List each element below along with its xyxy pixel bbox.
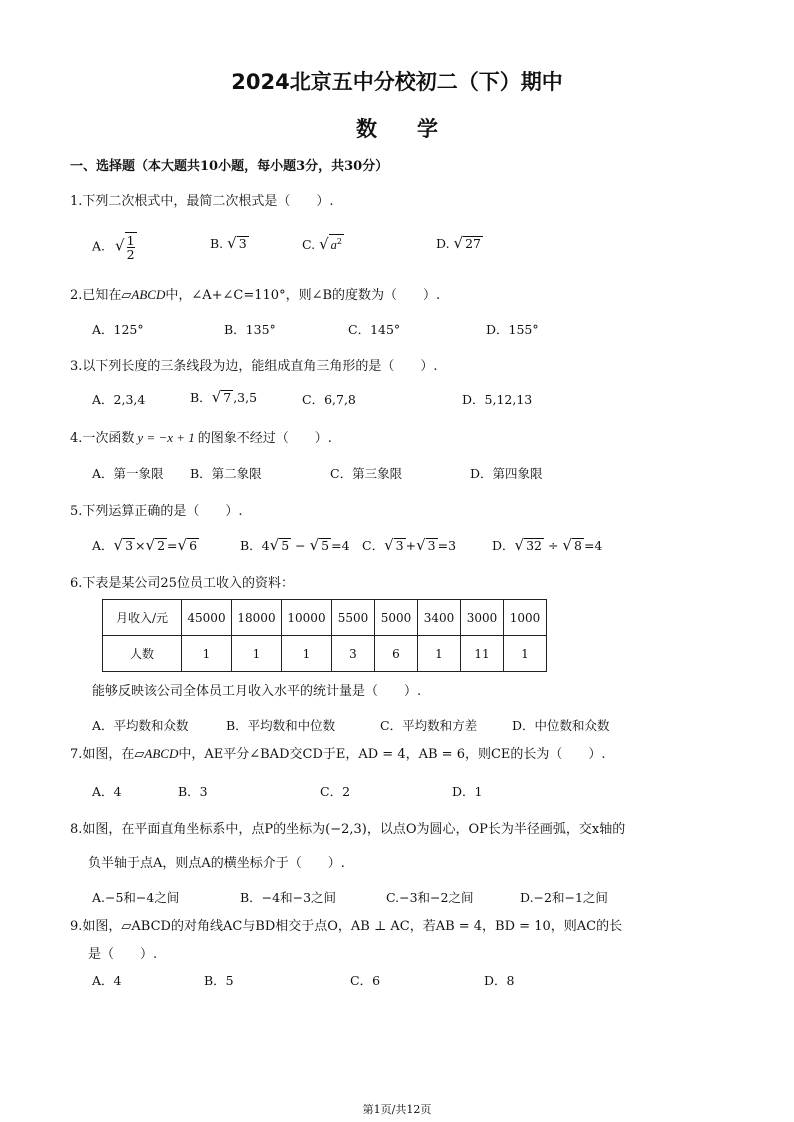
q5-b-label: B．4 [240, 538, 270, 553]
question-8-stem-line2: 负半轴于点A，则点A的横坐标介于（ ）. [88, 856, 345, 871]
q7-option-b: B．3 [178, 784, 208, 799]
q6-option-a: A．平均数和众数 [92, 718, 189, 733]
table-row [103, 600, 547, 636]
income-table [102, 599, 547, 672]
table-cell: 5000 [375, 600, 418, 636]
section-heading: 一、选择题（本大题共10小题，每小题3分，共30分） [70, 159, 389, 174]
table-cell: 3000 [461, 600, 504, 636]
q3-option-b-label: B． [190, 390, 212, 405]
q2-stem-rest: 中，∠A+∠C=110°，则∠B的度数为（ ）. [165, 288, 441, 303]
q3-option-b: B．√ 7 ,3,5 [190, 388, 258, 406]
q7-option-a: A．4 [92, 784, 122, 799]
table-cell: 10000 [282, 600, 332, 636]
q4-function: y = −x + 1 [137, 430, 195, 445]
q1-c-exponent: 2 [336, 237, 342, 246]
q5-b-op: − [291, 538, 310, 553]
q9-option-c: C．6 [350, 973, 381, 988]
q9-option-a: A．4 [92, 973, 122, 988]
q7-option-d: D．1 [452, 784, 483, 799]
q2-figure-name: ▱ABCD [121, 287, 166, 302]
q1-a-numerator: 1 [126, 233, 135, 248]
q1-b-radicand: 3 [238, 236, 247, 251]
question-2-stem [70, 284, 440, 303]
q5-c-r2: 3 [427, 538, 436, 553]
q5-d-eq: =4 [583, 538, 603, 553]
question-8-stem-line1: 8.如图，在平面直角坐标系中，点P的坐标为(−2,3)，以点O为圆心，OP长为半径画弧，交x轴的 [70, 822, 626, 837]
q5-b-r1: 5 [281, 538, 290, 553]
table-cell: 6 [375, 636, 418, 672]
q7-stem-pre: 7.如图，在 [70, 747, 135, 762]
table-header-cell: 人数 [103, 636, 182, 672]
q1-option-d-label: D. [436, 236, 450, 251]
q2-option-d: D．155° [486, 322, 539, 337]
table-cell: 1 [232, 636, 282, 672]
q6-option-b: B．平均数和中位数 [226, 718, 336, 733]
q5-option-b: B．4√ 5 − √ 5 =4 [240, 536, 350, 554]
q8-option-b: B．−4和−3之间 [240, 890, 337, 905]
q3-option-d: D．5,12,13 [462, 392, 533, 407]
q3-b-radicand: 7 [223, 390, 232, 405]
q9-option-d: D．8 [484, 973, 515, 988]
q5-a-r3: 6 [189, 538, 198, 553]
q5-option-d: D．√ 32 ÷ √ 8 =4 [492, 536, 603, 554]
question-6-stem: 6.下表是某公司25位员工收入的资料： [70, 576, 294, 591]
question-3-stem: 3.以下列长度的三条线段为边，能组成直角三角形的是（ ）. [70, 359, 438, 374]
table-cell: 18000 [232, 600, 282, 636]
q5-c-eq: =3 [437, 538, 457, 553]
q6-follow-up: 能够反映该公司全体员工月收入水平的统计量是（ ）. [92, 684, 422, 699]
q3-option-c: C．6,7,8 [302, 392, 356, 407]
q5-a-label: A． [92, 538, 114, 553]
q2-option-a: A．125° [92, 322, 144, 337]
q4-option-b: B．第二象限 [190, 466, 262, 481]
question-1-stem: 1.下列二次根式中，最简二次根式是（ ）. [70, 194, 334, 209]
q5-d-op: ÷ [544, 538, 563, 553]
table-cell: 3400 [418, 600, 461, 636]
q9-option-b: B．5 [204, 973, 234, 988]
q4-option-c: C．第三象限 [330, 466, 403, 481]
table-cell: 1 [282, 636, 332, 672]
table-cell: 1 [504, 636, 547, 672]
q5-d-label: D． [492, 538, 515, 553]
q5-option-c: C．√ 3 +√ 3 =3 [362, 536, 457, 554]
table-cell: 45000 [182, 600, 232, 636]
q5-c-r1: 3 [395, 538, 404, 553]
table-cell: 1000 [504, 600, 547, 636]
q1-c-base: a [330, 238, 337, 253]
table-cell: 5500 [332, 600, 375, 636]
q5-b-eq: =4 [331, 538, 350, 553]
q4-stem-pre: 4.一次函数 [70, 431, 135, 446]
question-4-stem [70, 427, 332, 446]
q1-option-a: A. √ $\frac{1}{2}$ [92, 233, 135, 262]
q1-option-c: C. √ $a^2$ [302, 235, 342, 254]
q1-a-denominator: 2 [126, 247, 135, 262]
q5-b-r2: 5 [321, 538, 330, 553]
table-cell: 1 [418, 636, 461, 672]
table-header-cell: 月收入/元 [103, 600, 182, 636]
q7-figure-name: ▱ABCD [134, 746, 179, 761]
q2-stem-pre: 2.已知在 [70, 288, 122, 303]
q3-option-a: A．2,3,4 [92, 392, 146, 407]
q1-option-a-label: A. [92, 238, 106, 254]
q5-a-r1: 3 [125, 538, 134, 553]
q4-option-a: A．第一象限 [92, 466, 164, 481]
q7-option-c: C．2 [320, 784, 351, 799]
q5-a-eq: = [167, 538, 178, 553]
q2-option-b: B．135° [224, 322, 276, 337]
q2-option-c: C．145° [348, 322, 401, 337]
q1-option-b-label: B. [210, 236, 224, 251]
question-9-stem-line2: 是（ ）. [88, 947, 158, 962]
question-5-stem: 5.下列运算正确的是（ ）. [70, 504, 243, 519]
q8-option-a: A.−5和−4之间 [92, 890, 180, 905]
q6-option-c: C．平均数和方差 [380, 718, 478, 733]
q8-option-c: C.−3和−2之间 [386, 890, 474, 905]
table-cell: 11 [461, 636, 504, 672]
q4-option-d: D．第四象限 [470, 466, 543, 481]
q4-stem-post: 的图象不经过（ ）. [197, 431, 332, 446]
question-9-stem-line1: 9.如图，▱ABCD的对角线AC与BD相交于点O，AB ⊥ AC，若AB = 4，BD = 10，则AC的长 [70, 919, 623, 934]
page-footer: 第1页/共12页 [362, 1103, 432, 1116]
q8-option-d: D.−2和−1之间 [520, 890, 608, 905]
subject-title: 数学 [356, 117, 478, 141]
q1-option-c-label: C. [302, 237, 316, 253]
q5-d-r2: 8 [573, 538, 582, 553]
q5-c-label: C． [362, 538, 385, 553]
q5-a-r2: 2 [157, 538, 166, 553]
q1-option-b: B. √ 3 [210, 234, 247, 252]
q6-option-d: D．中位数和众数 [512, 718, 610, 733]
q5-d-r1: 32 [526, 538, 542, 553]
table-cell: 1 [182, 636, 232, 672]
q3-b-rest: ,3,5 [233, 390, 258, 405]
table-cell: 3 [332, 636, 375, 672]
q5-a-op: × [135, 538, 146, 553]
q1-d-radicand: 27 [465, 236, 482, 251]
page-title: 2024北京五中分校初二（下）期中 [231, 70, 563, 94]
q5-c-op: + [405, 538, 417, 553]
table-row [103, 636, 547, 672]
q5-option-a: A．√ 3 ×√ 2 =√ 6 [92, 536, 198, 554]
question-7-stem [70, 743, 606, 762]
q1-option-d: D. √ 27 [436, 234, 482, 252]
q7-stem-post: 中，AE平分∠BAD交CD于E，AD = 4，AB = 6，则CE的长为（ ）. [178, 747, 606, 762]
